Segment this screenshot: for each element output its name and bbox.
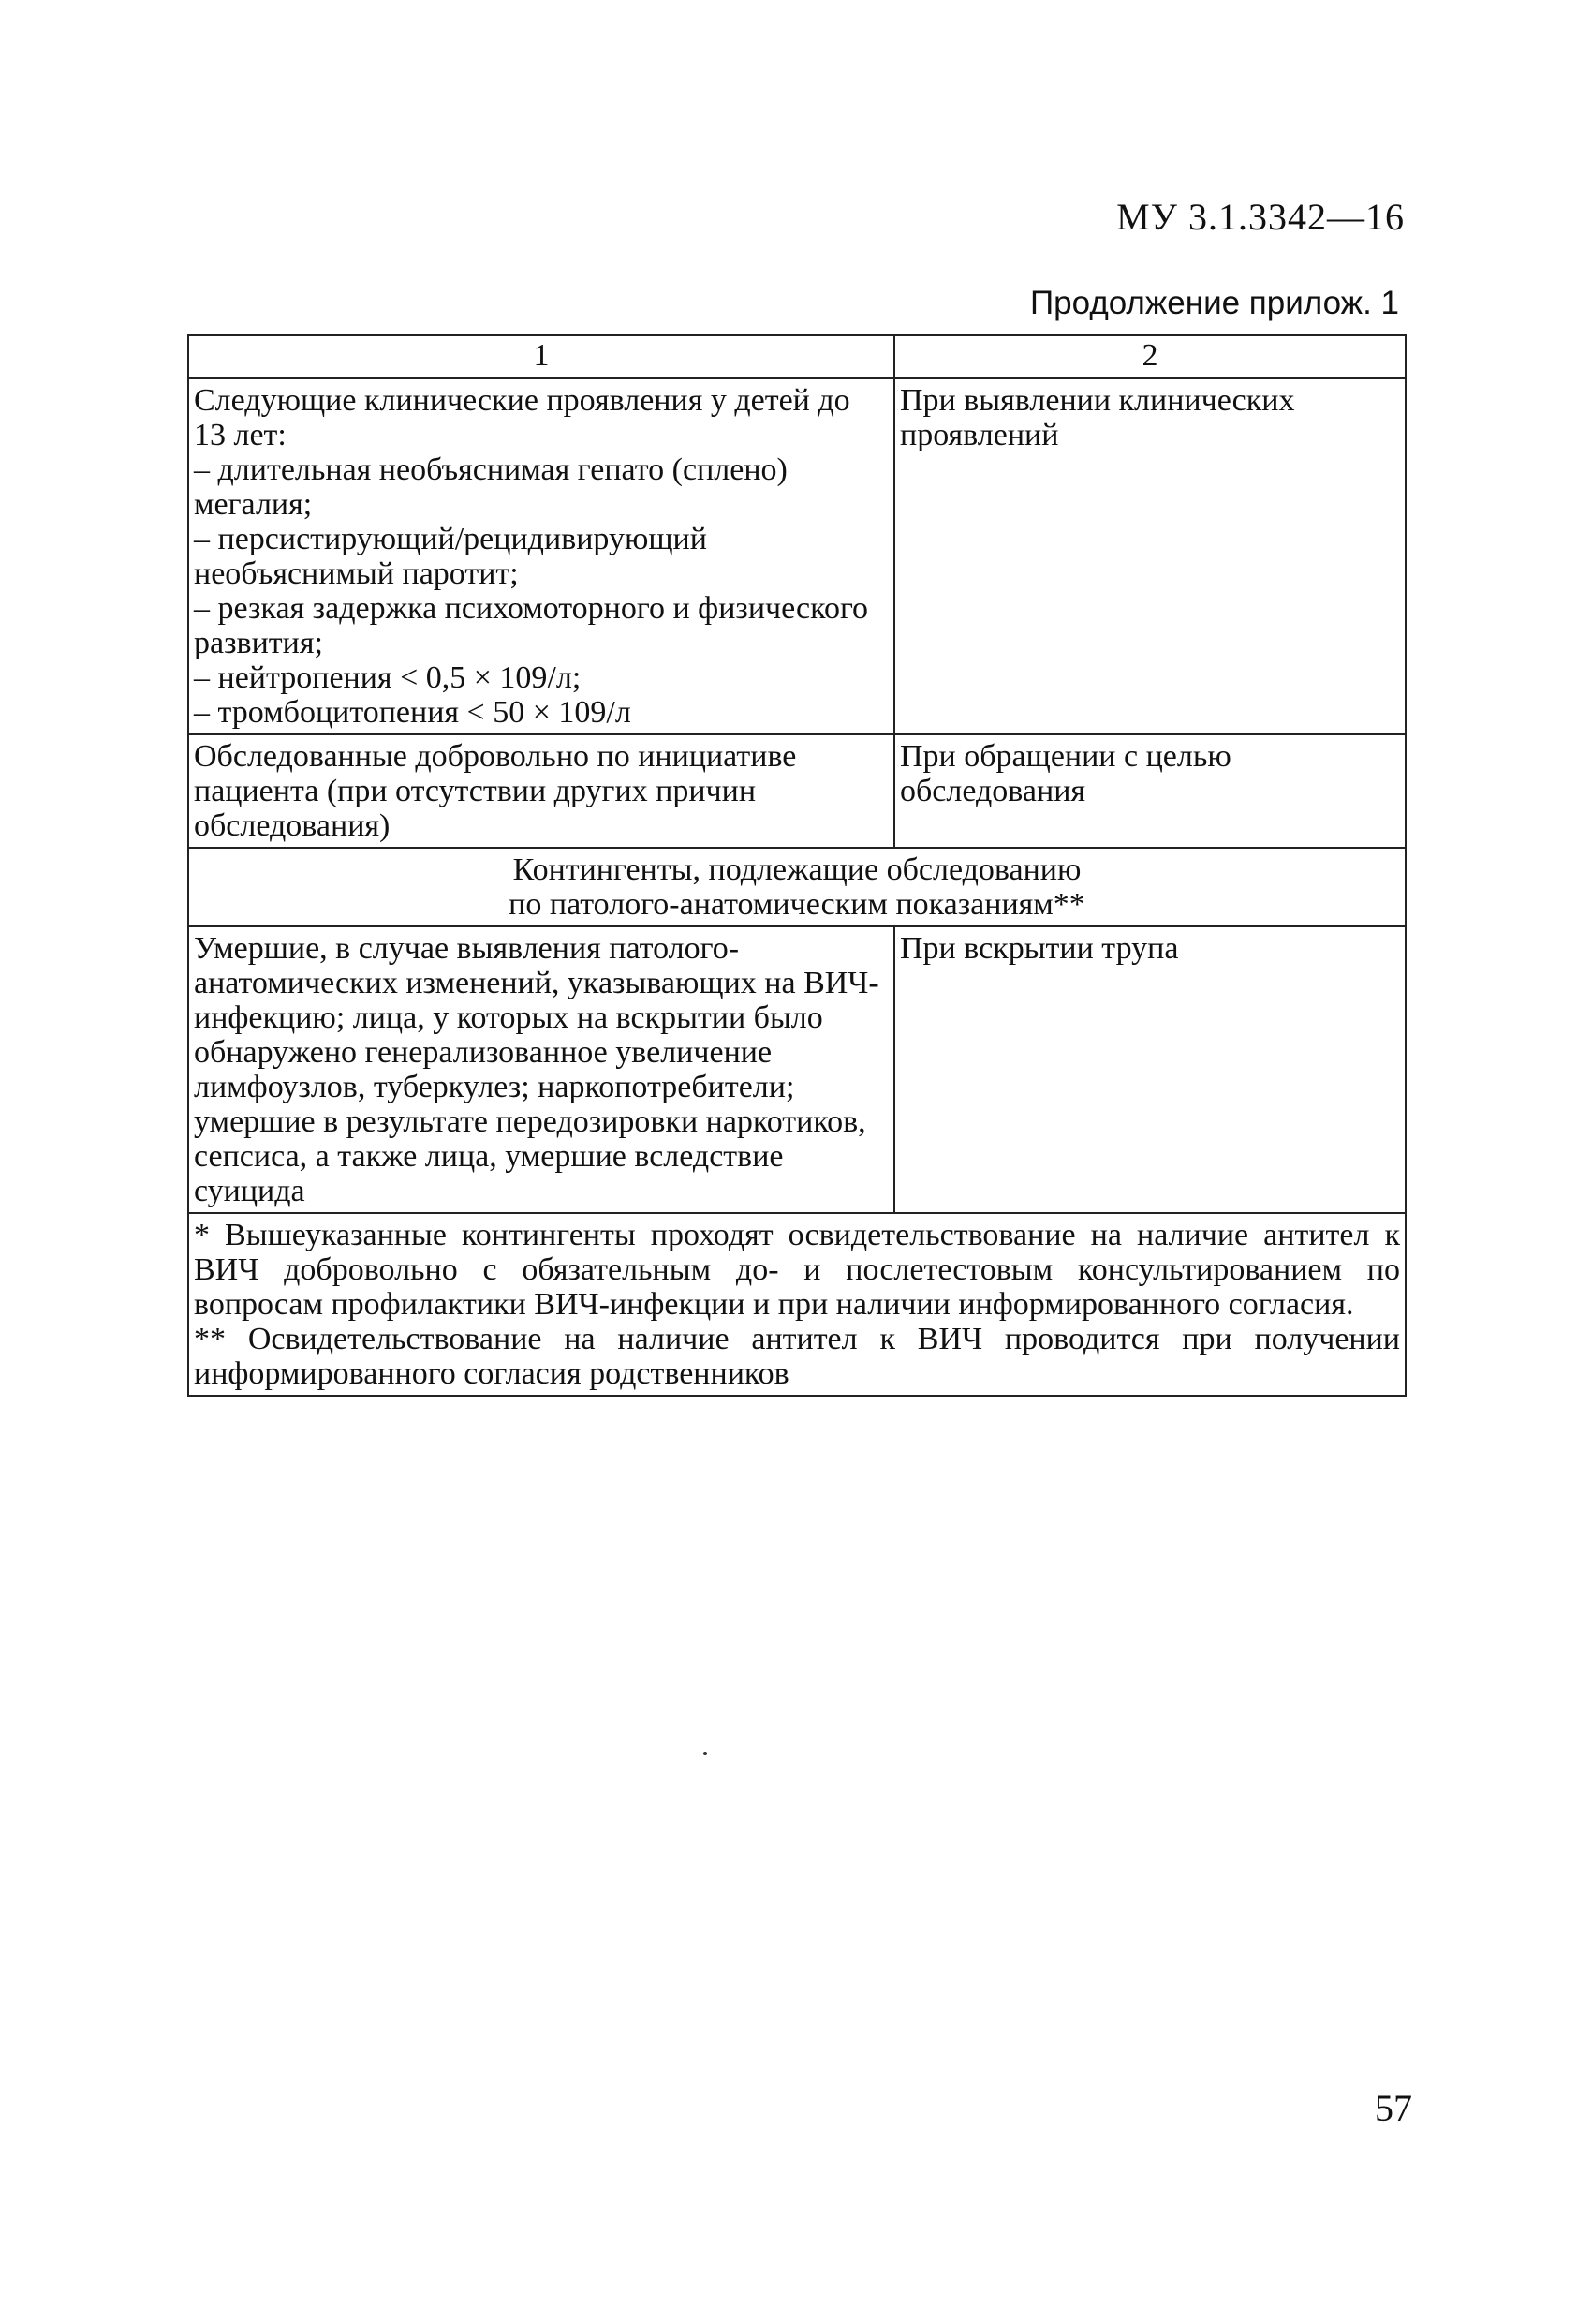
voluntary-examined-indication: При обращении с целью обследования [894, 734, 1406, 848]
clinical-sign-item: – резкая задержка психомоторного и физического развития; [194, 591, 869, 660]
table-row [188, 926, 1406, 1213]
table-header-row [188, 335, 1406, 378]
deceased-cell: Умершие, в случае выявления патолого-анатомических изменений, указывающих на ВИЧ-инфекцию; лица, у которых на вскрытии было обнаружено генерализованное увеличение лимфоузлов, туберкулез; наркопотребители; умершие в результате передозировки наркотиков, сепсиса, а также лица, умершие вследствие суицида [188, 926, 894, 1213]
clinical-sign-item: – персистирующий/рецидивирующий необъяснимый паротит; [194, 522, 707, 591]
clinical-signs-indication: При выявлении клинических проявлений [894, 378, 1406, 734]
footnote-1: * Вышеуказанные контингенты проходят освидетельствование на наличие антител к ВИЧ добровольно с обязательным до- и послетестовым консультированием по вопросам профилактики ВИЧ-инфекции и при наличии информированного согласия. [194, 1218, 1400, 1322]
table-row [188, 734, 1406, 848]
appendix-table [187, 334, 1407, 1397]
section-heading-row [188, 848, 1406, 926]
clinical-sign-item: – нейтропения < 0,5 × 109/л; [194, 660, 582, 695]
clinical-sign-item: – длительная необъяснимая гепато (сплено) мегалия; [194, 452, 788, 522]
table-row [188, 378, 1406, 734]
deceased-indication: При вскрытии трупа [894, 926, 1406, 1213]
footnotes-row [188, 1213, 1406, 1396]
clinical-sign-item: – тромбоцитопения < 50 × 109/л [194, 695, 631, 730]
voluntary-examined-cell: Обследованные добровольно по инициативе пациента (при отсутствии других причин обследования) [188, 734, 894, 848]
section-heading [188, 848, 1406, 926]
continuation-label: Продолжение прилож. 1 [1030, 285, 1399, 321]
section-heading-line: по патолого-анатомическим показаниям** [509, 887, 1085, 922]
document-code: МУ 3.1.3342—16 [1116, 196, 1405, 238]
footnote-2: ** Освидетельствование на наличие антител к ВИЧ проводится при получении информированного согласия родственников [194, 1322, 1400, 1391]
page-number: 57 [1375, 2087, 1412, 2129]
footnotes-cell [188, 1213, 1406, 1396]
section-heading-line: Контингенты, подлежащие обследованию [512, 852, 1082, 887]
clinical-signs-cell [188, 378, 894, 734]
clinical-signs-intro: Следующие клинические проявления у детей до 13 лет: [194, 383, 850, 452]
column-header-1: 1 [188, 335, 894, 378]
scan-speck [703, 1752, 707, 1755]
column-header-2: 2 [894, 335, 1406, 378]
